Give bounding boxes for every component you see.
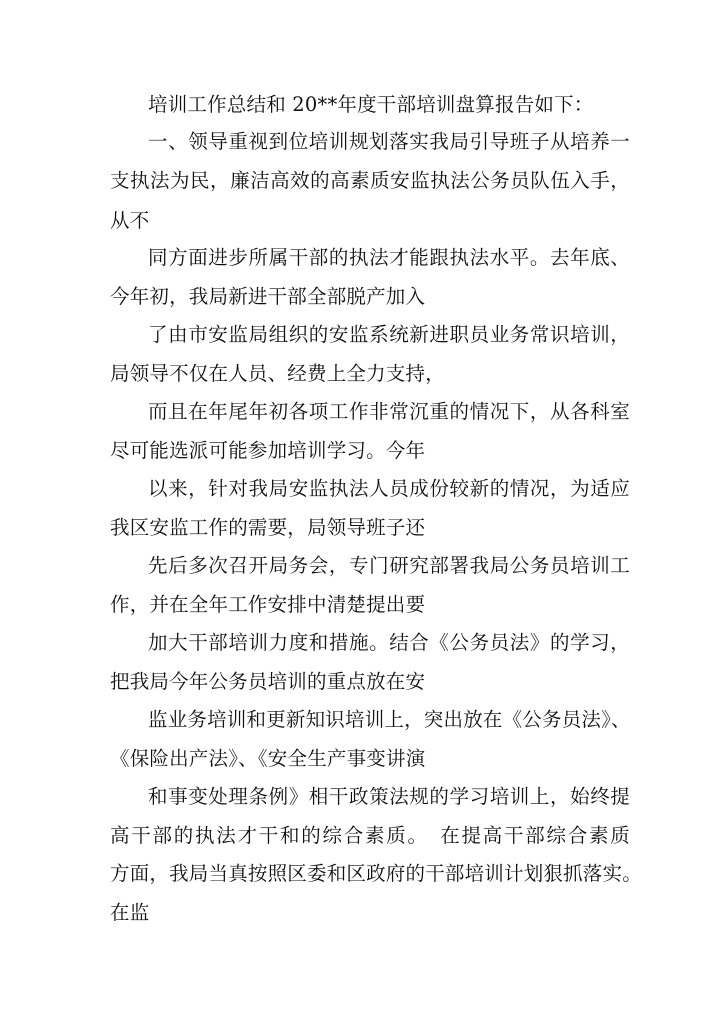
text-line: 局领导不仅在人员、经费上全力支持，	[110, 362, 445, 385]
text-line: 《保险出产法》、《安全生产事变讲演	[110, 747, 426, 770]
text-line: 作，并在全年工作安排中清楚提出要	[110, 593, 426, 616]
text-line: 监业务培训和更新知识培训上，突出放在《公务员法》、	[148, 708, 631, 731]
text-line: 尽可能选派可能参加培训学习。今年	[110, 439, 426, 462]
text-line: 从不	[110, 209, 150, 232]
text-line: 了由市安监局组织的安监系统新进职员业务常识培训，	[148, 323, 630, 346]
text-line: 今年初，我局新进干部全部脱产加入	[110, 285, 426, 308]
text-line: 一、领导重视到位培训规划落实我局引导班子从培养一	[148, 130, 630, 153]
text-line: 同方面进步所属干部的执法才能跟执法水平。去年底、	[148, 246, 630, 269]
text-line: 支执法为民，廉洁高效的高素质安监执法公务员队伍入手，	[110, 169, 630, 192]
text-line: 而且在年尾年初各项工作非常沉重的情况下，从各科室	[148, 400, 630, 423]
text-line: 培训工作总结和 20**年度干部培训盘算报告如下：	[148, 93, 594, 116]
text-line: 把我局今年公务员培训的重点放在安	[110, 670, 426, 693]
text-line: 在监	[110, 901, 150, 924]
text-line: 加大干部培训力度和措施。结合《公务员法》的学习，	[148, 631, 630, 654]
text-line: 先后多次召开局务会，专门研究部署我局公务员培训工	[148, 554, 630, 577]
text-line: 高干部的执法才干和的综合素质。 在提高干部综合素质	[110, 824, 630, 847]
text-line: 和事变处理条例》相干政策法规的学习培训上，始终提	[148, 785, 630, 808]
text-line: 以来，针对我局安监执法人员成份较新的情况，为适应	[148, 477, 630, 500]
text-line: 方面，我局当真按照区委和区政府的干部培训计划狠抓落实。	[110, 862, 642, 885]
text-line: 我区安监工作的需要，局领导班子还	[110, 516, 426, 539]
